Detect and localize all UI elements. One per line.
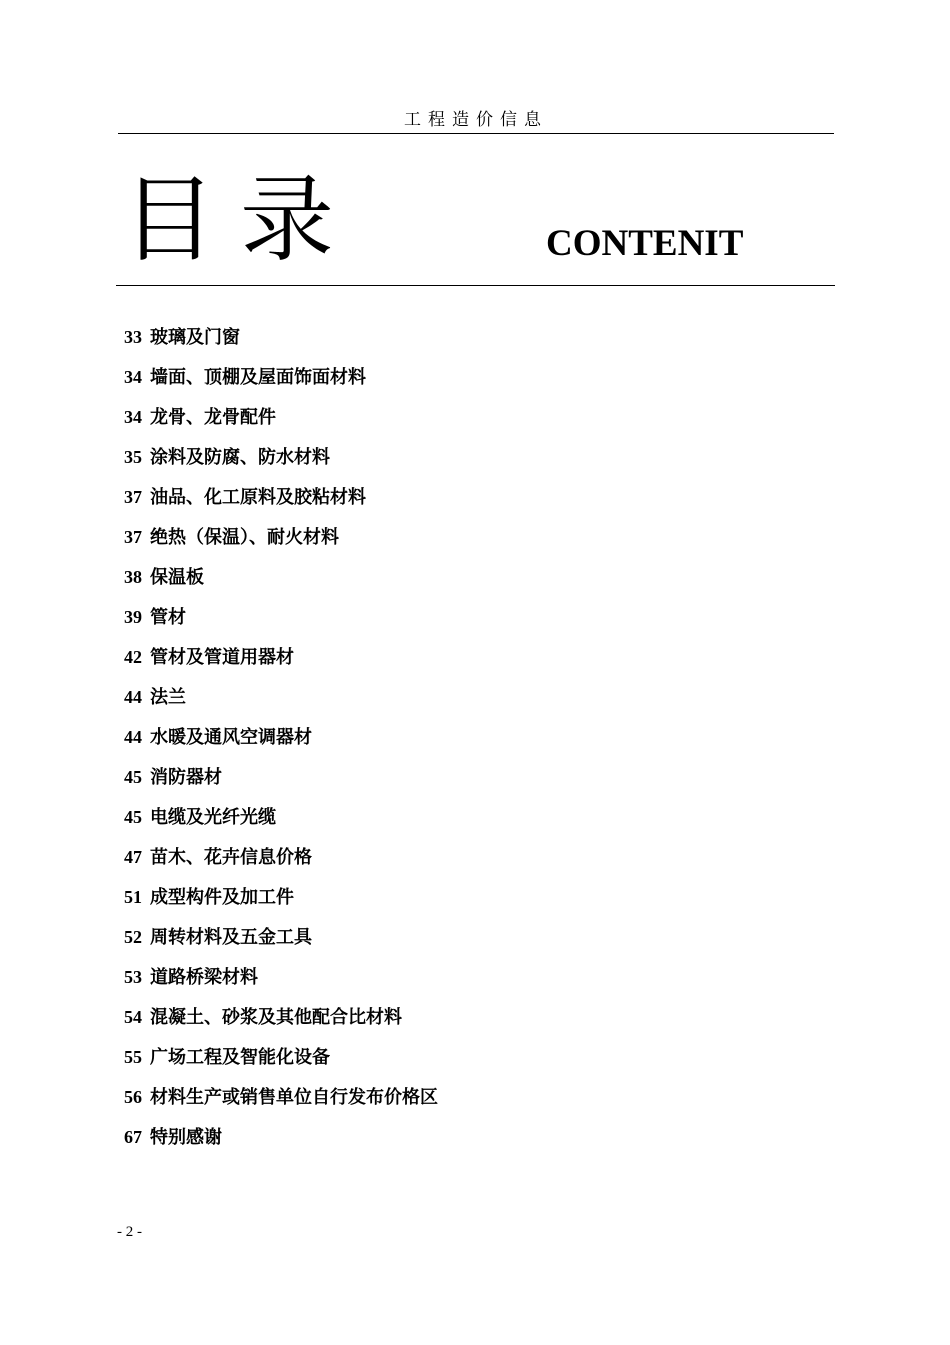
toc-label: 墙面、顶棚及屋面饰面材料 xyxy=(150,367,366,388)
toc-entry[interactable] xyxy=(124,802,438,842)
toc-entry[interactable] xyxy=(124,602,438,642)
toc-page-number: 67 xyxy=(124,1127,142,1147)
toc-page-number: 53 xyxy=(124,967,142,987)
title-char-2: 录 xyxy=(240,166,335,275)
toc-page-number: 42 xyxy=(124,647,142,667)
toc-page-number: 47 xyxy=(124,847,142,867)
toc-entry[interactable] xyxy=(124,362,438,402)
toc-label: 玻璃及门窗 xyxy=(150,327,240,348)
toc-entry[interactable] xyxy=(124,842,438,882)
toc-entry[interactable] xyxy=(124,1122,438,1162)
toc-label: 材料生产或销售单位自行发布价格区 xyxy=(150,1087,438,1108)
toc-entry[interactable] xyxy=(124,962,438,1002)
running-header: 工程造价信息 xyxy=(404,110,548,130)
toc-page-number: 34 xyxy=(124,407,142,427)
toc-page-number: 34 xyxy=(124,367,142,387)
toc-entry[interactable] xyxy=(124,442,438,482)
toc-entry[interactable] xyxy=(124,562,438,602)
toc-page-number: 44 xyxy=(124,727,142,747)
toc-page-number: 44 xyxy=(124,687,142,707)
toc-page-number: 39 xyxy=(124,607,142,627)
toc-label: 保温板 xyxy=(150,567,204,588)
toc-label: 龙骨、龙骨配件 xyxy=(150,407,276,428)
header-rule xyxy=(118,133,834,134)
toc-label: 混凝土、砂浆及其他配合比材料 xyxy=(150,1007,402,1028)
toc-page-number: 33 xyxy=(124,327,142,347)
toc-page-number: 37 xyxy=(124,487,142,507)
toc-label: 管材 xyxy=(150,607,186,628)
toc-entry[interactable] xyxy=(124,1002,438,1042)
toc-page-number: 56 xyxy=(124,1087,142,1107)
toc-entry[interactable] xyxy=(124,322,438,362)
toc-label: 电缆及光纤光缆 xyxy=(150,807,276,828)
toc-label: 油品、化工原料及胶粘材料 xyxy=(150,487,366,508)
toc-page-number: 37 xyxy=(124,527,142,547)
toc-label: 周转材料及五金工具 xyxy=(150,927,312,948)
toc-entry[interactable] xyxy=(124,682,438,722)
title-char-1: 目 xyxy=(122,166,217,275)
page-title-chinese xyxy=(122,166,334,276)
toc-label: 成型构件及加工件 xyxy=(150,887,294,908)
toc-page-number: 45 xyxy=(124,807,142,827)
toc-label: 道路桥梁材料 xyxy=(150,967,258,988)
toc-label: 苗木、花卉信息价格 xyxy=(150,847,312,868)
toc-label: 法兰 xyxy=(150,687,186,708)
toc-label: 水暖及通风空调器材 xyxy=(150,727,312,748)
toc-entry[interactable] xyxy=(124,1042,438,1082)
page-number: - 2 - xyxy=(117,1224,142,1240)
toc-page-number: 45 xyxy=(124,767,142,787)
toc-entry[interactable] xyxy=(124,402,438,442)
toc-entry[interactable] xyxy=(124,922,438,962)
toc-page-number: 54 xyxy=(124,1007,142,1027)
toc-page-number: 35 xyxy=(124,447,142,467)
toc-label: 广场工程及智能化设备 xyxy=(150,1047,330,1068)
toc-label: 特别感谢 xyxy=(150,1127,222,1148)
toc-page-number: 51 xyxy=(124,887,142,907)
toc-entry[interactable] xyxy=(124,762,438,802)
table-of-contents xyxy=(124,322,438,1162)
toc-entry[interactable] xyxy=(124,522,438,562)
toc-entry[interactable] xyxy=(124,882,438,922)
toc-entry[interactable] xyxy=(124,642,438,682)
title-rule xyxy=(116,285,835,286)
toc-label: 消防器材 xyxy=(150,767,222,788)
toc-page-number: 55 xyxy=(124,1047,142,1067)
toc-label: 绝热（保温）、耐火材料 xyxy=(150,527,339,548)
toc-page-number: 52 xyxy=(124,927,142,947)
toc-entry[interactable] xyxy=(124,722,438,762)
toc-entry[interactable] xyxy=(124,1082,438,1122)
toc-page-number: 38 xyxy=(124,567,142,587)
toc-entry[interactable] xyxy=(124,482,438,522)
page-title-english: CONTENIT xyxy=(546,223,744,264)
toc-label: 管材及管道用器材 xyxy=(150,647,294,668)
toc-label: 涂料及防腐、防水材料 xyxy=(150,447,330,468)
